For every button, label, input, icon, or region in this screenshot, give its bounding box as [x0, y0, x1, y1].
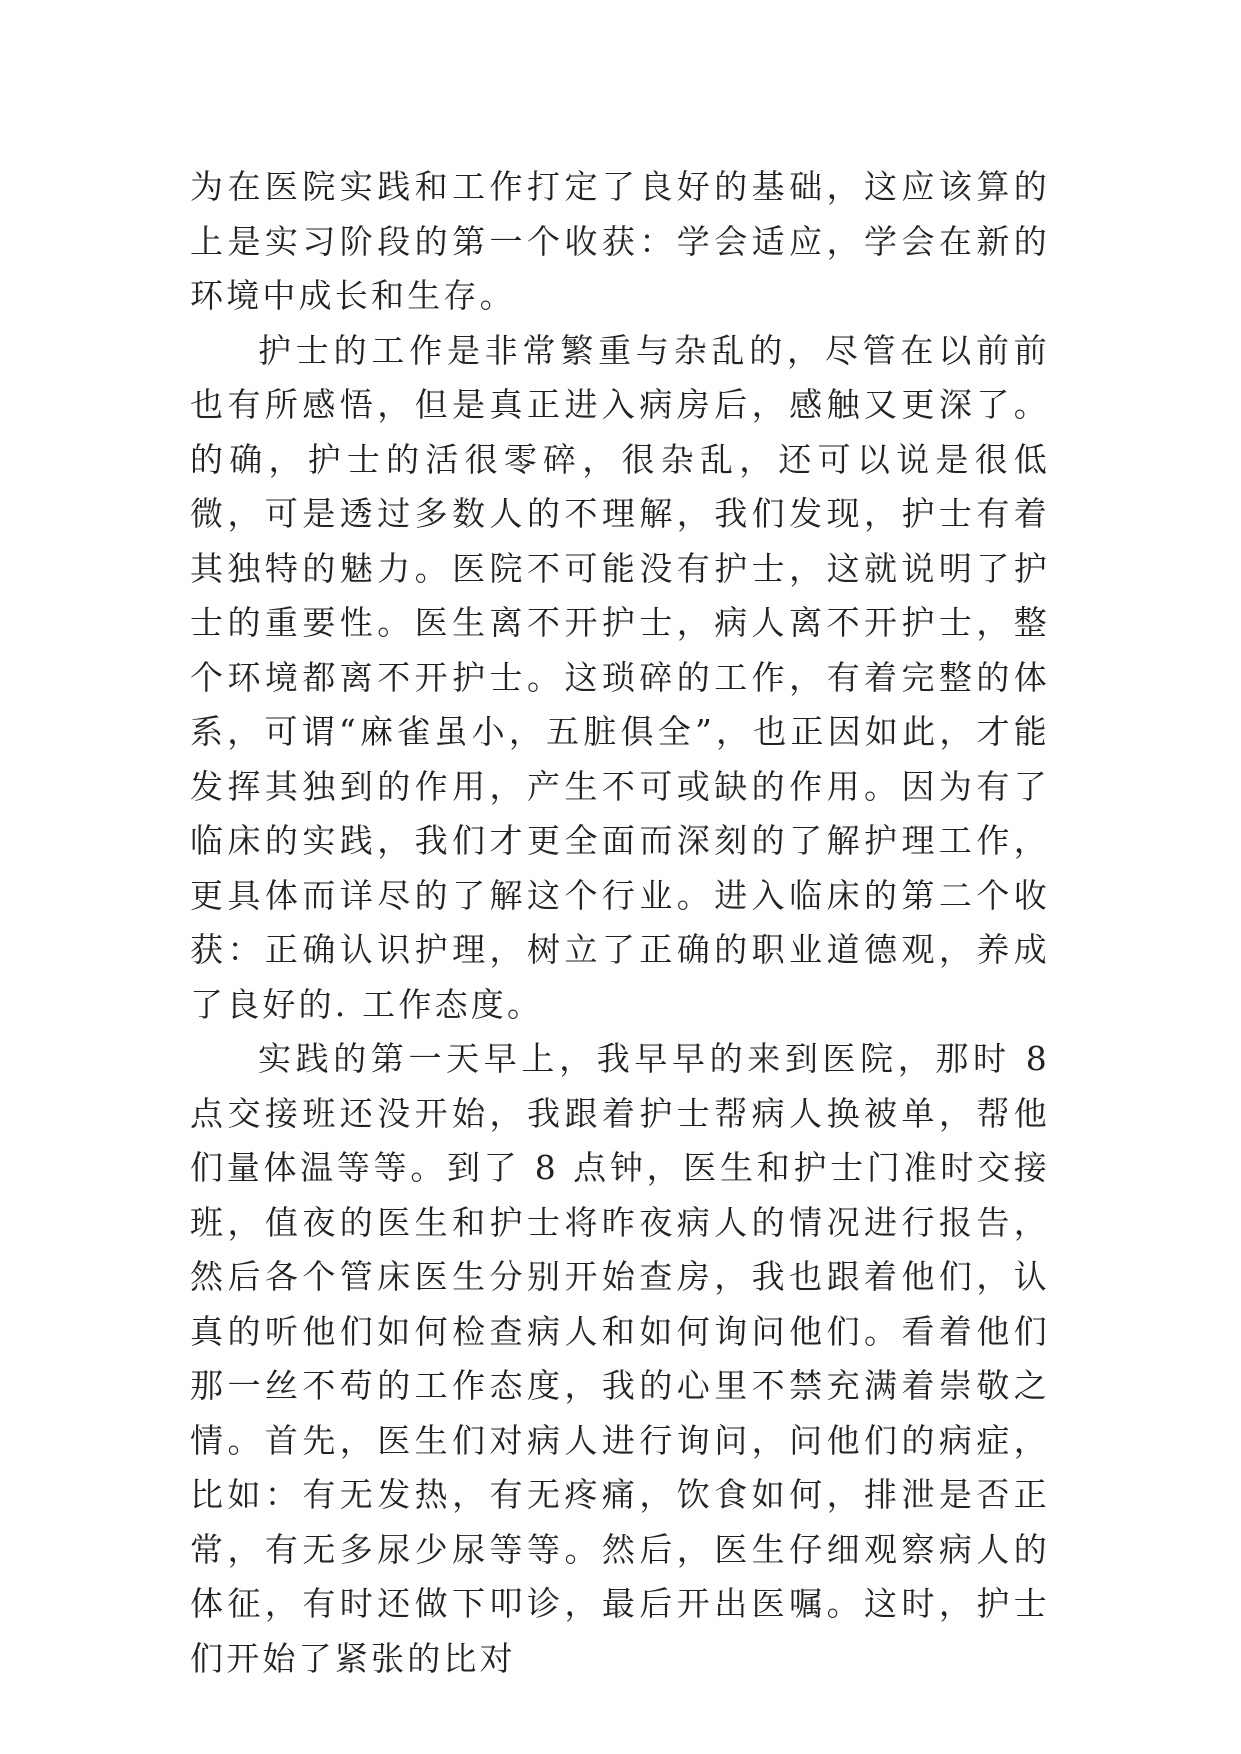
document-body — [190, 160, 1050, 1686]
paragraph-nursing-work: 护士的工作是非常繁重与杂乱的，尽管在以前前也有所感悟，但是真正进入病房后，感触又更深了。的确，护士的活很零碎，很杂乱，还可以说是很低微，可是透过多数人的不理解，我们发现，护士有着其独特的魅力。医院不可能没有护士，这就说明了护士的重要性。医生离不开护士，病人离不开护士，整个环境都离不开护士。这琐碎的工作，有着完整的体系，可谓“麻雀虽小，五脏俱全”，也正因如此，才能发挥其独到的作用，产生不可或缺的作用。因为有了临床的实践，我们才更全面而深刻的了解护理工作，更具体而详尽的了解这个行业。进入临床的第二个收获：正确认识护理，树立了正确的职业道德观，养成了良好的. 工作态度。 — [190, 330, 1050, 1024]
paragraph-continuation: 为在医院实践和工作打定了良好的基础，这应该算的上是实习阶段的第一个收获：学会适应，学会在新的环境中成长和生存。 — [190, 167, 1050, 315]
paragraph-first-day: 实践的第一天早上，我早早的来到医院，那时 8 点交接班还没开始，我跟着护士帮病人换被单，帮他们量体温等等。到了 8 点钟，医生和护士门准时交接班，值夜的医生和护士将昨夜病人的情况进行报告，然后各个管床医生分别开始查房，我也跟着他们，认真的听他们如何检查病人和如何询问他们。看着他们那一丝不苟的工作态度，我的心里不禁充满着崇敬之情。首先，医生们对病人进行询问，问他们的病症，比如：有无发热，有无疼痛，饮食如何，排泄是否正常，有无多尿少尿等等。然后，医生仔细观察病人的体征，有时还做下叩诊，最后开出医嘱。这时，护士们开始了紧张的比对 — [190, 1039, 1050, 1678]
